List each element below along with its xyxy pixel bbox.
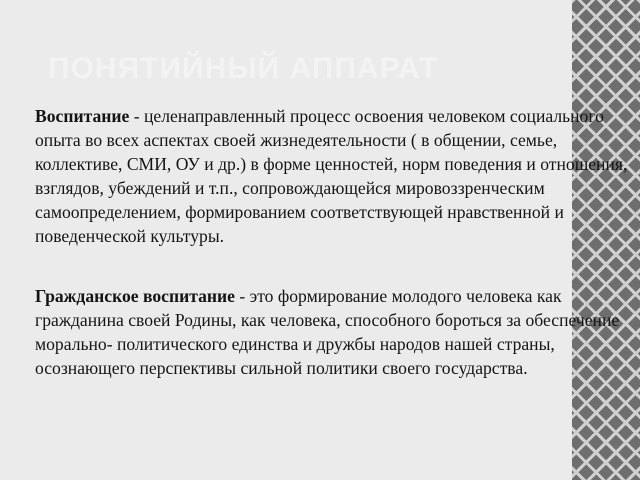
definition-paragraph-upbringing (35, 104, 635, 248)
term-civic-upbringing: Гражданское воспитание (35, 286, 235, 306)
definition-upbringing: - целенаправленный процесс освоения человеком социального опыта во всех аспектах своей жизнедеятельности ( в общении, семье, коллективе, СМИ, ОУ и др.) в форме ценностей, норм поведения и отношения, взглядов, убеждений и т.п., сопровождающейся мировоззренческим самоопределением, формированием соответствующей нравственной и поведенческой культуры. (35, 106, 628, 246)
slide-title: ПОНЯТИЙНЫЙ АППАРАТ (48, 52, 439, 85)
definition-paragraph-civic-upbringing (35, 284, 635, 380)
term-upbringing: Воспитание (35, 106, 130, 126)
slide-content (35, 104, 635, 380)
definition-civic-upbringing: - это формирование молодого человека как гражданина своей Родины, как человека, способного бороться за обеспечение морально- политического единства и дружбы народов нашей страны, осознающего перспективы сильной политики своего государства. (35, 286, 620, 378)
